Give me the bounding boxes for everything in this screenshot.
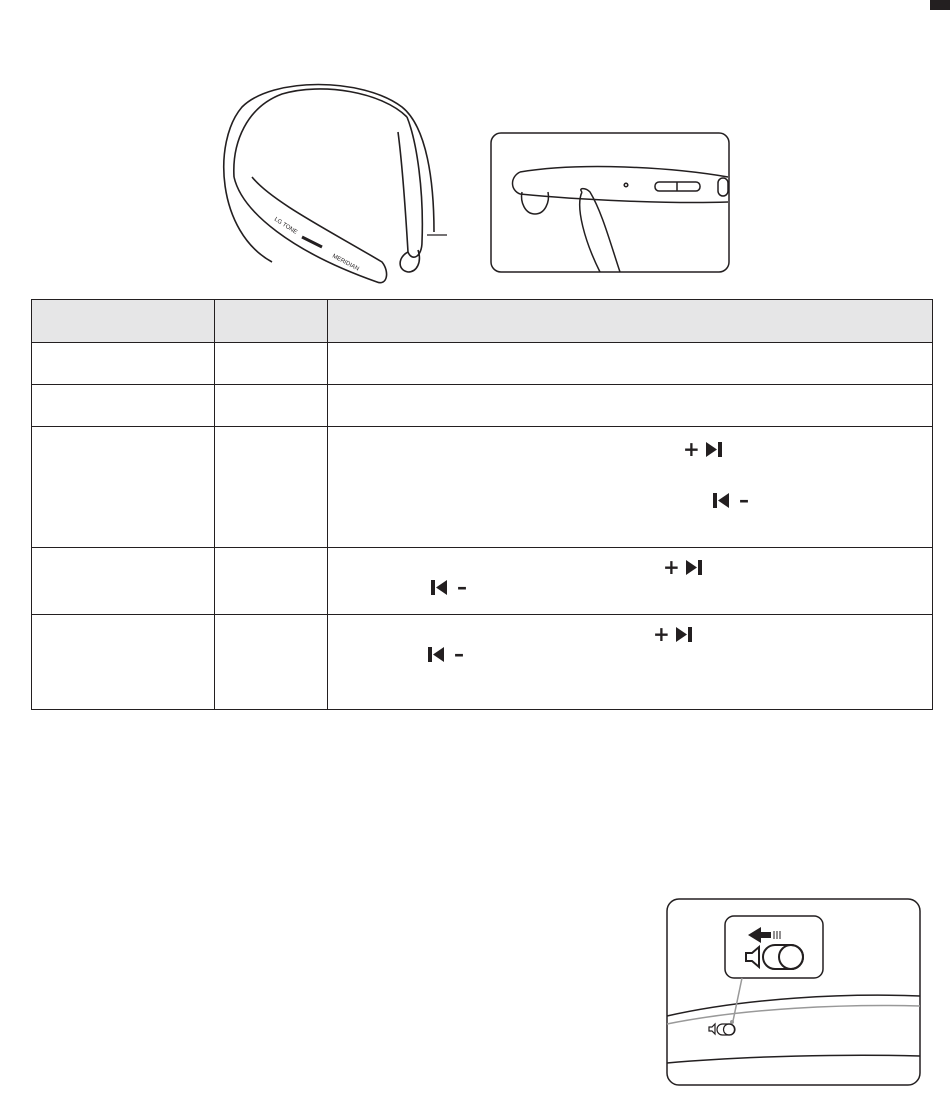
plus-next-control (663, 556, 702, 578)
neckband-headset-illustration (212, 82, 447, 292)
plus-next-control (683, 438, 722, 460)
previous-track-icon (428, 647, 444, 662)
minus-symbol: – (456, 575, 467, 599)
minus-symbol: – (453, 642, 464, 666)
next-track-icon (706, 442, 722, 457)
table-cell (215, 427, 328, 548)
column-header-3 (328, 300, 933, 343)
table-cell (32, 343, 215, 385)
plus-symbol: + (683, 437, 700, 461)
plus-next-control (653, 623, 692, 645)
table-cell (32, 427, 215, 548)
table-cell (328, 385, 933, 427)
next-track-icon (686, 560, 702, 575)
table-cell (328, 615, 933, 710)
plus-symbol: + (653, 622, 670, 646)
table-cell (32, 385, 215, 427)
table-cell (328, 548, 933, 615)
table-cell (32, 615, 215, 710)
table-cell (328, 343, 933, 385)
previous-minus-control (431, 576, 470, 598)
next-track-icon (676, 627, 692, 642)
column-header-1 (32, 300, 215, 343)
table-cell (215, 548, 328, 615)
table-cell (215, 615, 328, 710)
table-header-row (32, 300, 933, 343)
table-row (32, 615, 933, 710)
plus-symbol: + (663, 555, 680, 579)
previous-minus-control (428, 643, 467, 665)
table-cell (215, 385, 328, 427)
table-cell (215, 343, 328, 385)
minus-symbol: – (738, 488, 749, 512)
controls-table (31, 299, 933, 710)
table-row (32, 548, 933, 615)
table-row (32, 385, 933, 427)
table-row (32, 343, 933, 385)
page-edge-mark (930, 0, 950, 10)
brand-label: LG TONE (272, 216, 299, 236)
previous-track-icon (431, 580, 447, 595)
finger-pressing-play-button-illustration (490, 132, 732, 274)
previous-track-icon (713, 493, 729, 508)
previous-minus-control (713, 489, 752, 511)
table-cell (328, 427, 933, 548)
column-header-2 (215, 300, 328, 343)
table-row (32, 427, 933, 548)
table-cell (32, 548, 215, 615)
partner-label: MERIDIAN (331, 253, 360, 273)
speaker-switch-closeup-illustration (666, 898, 922, 1088)
